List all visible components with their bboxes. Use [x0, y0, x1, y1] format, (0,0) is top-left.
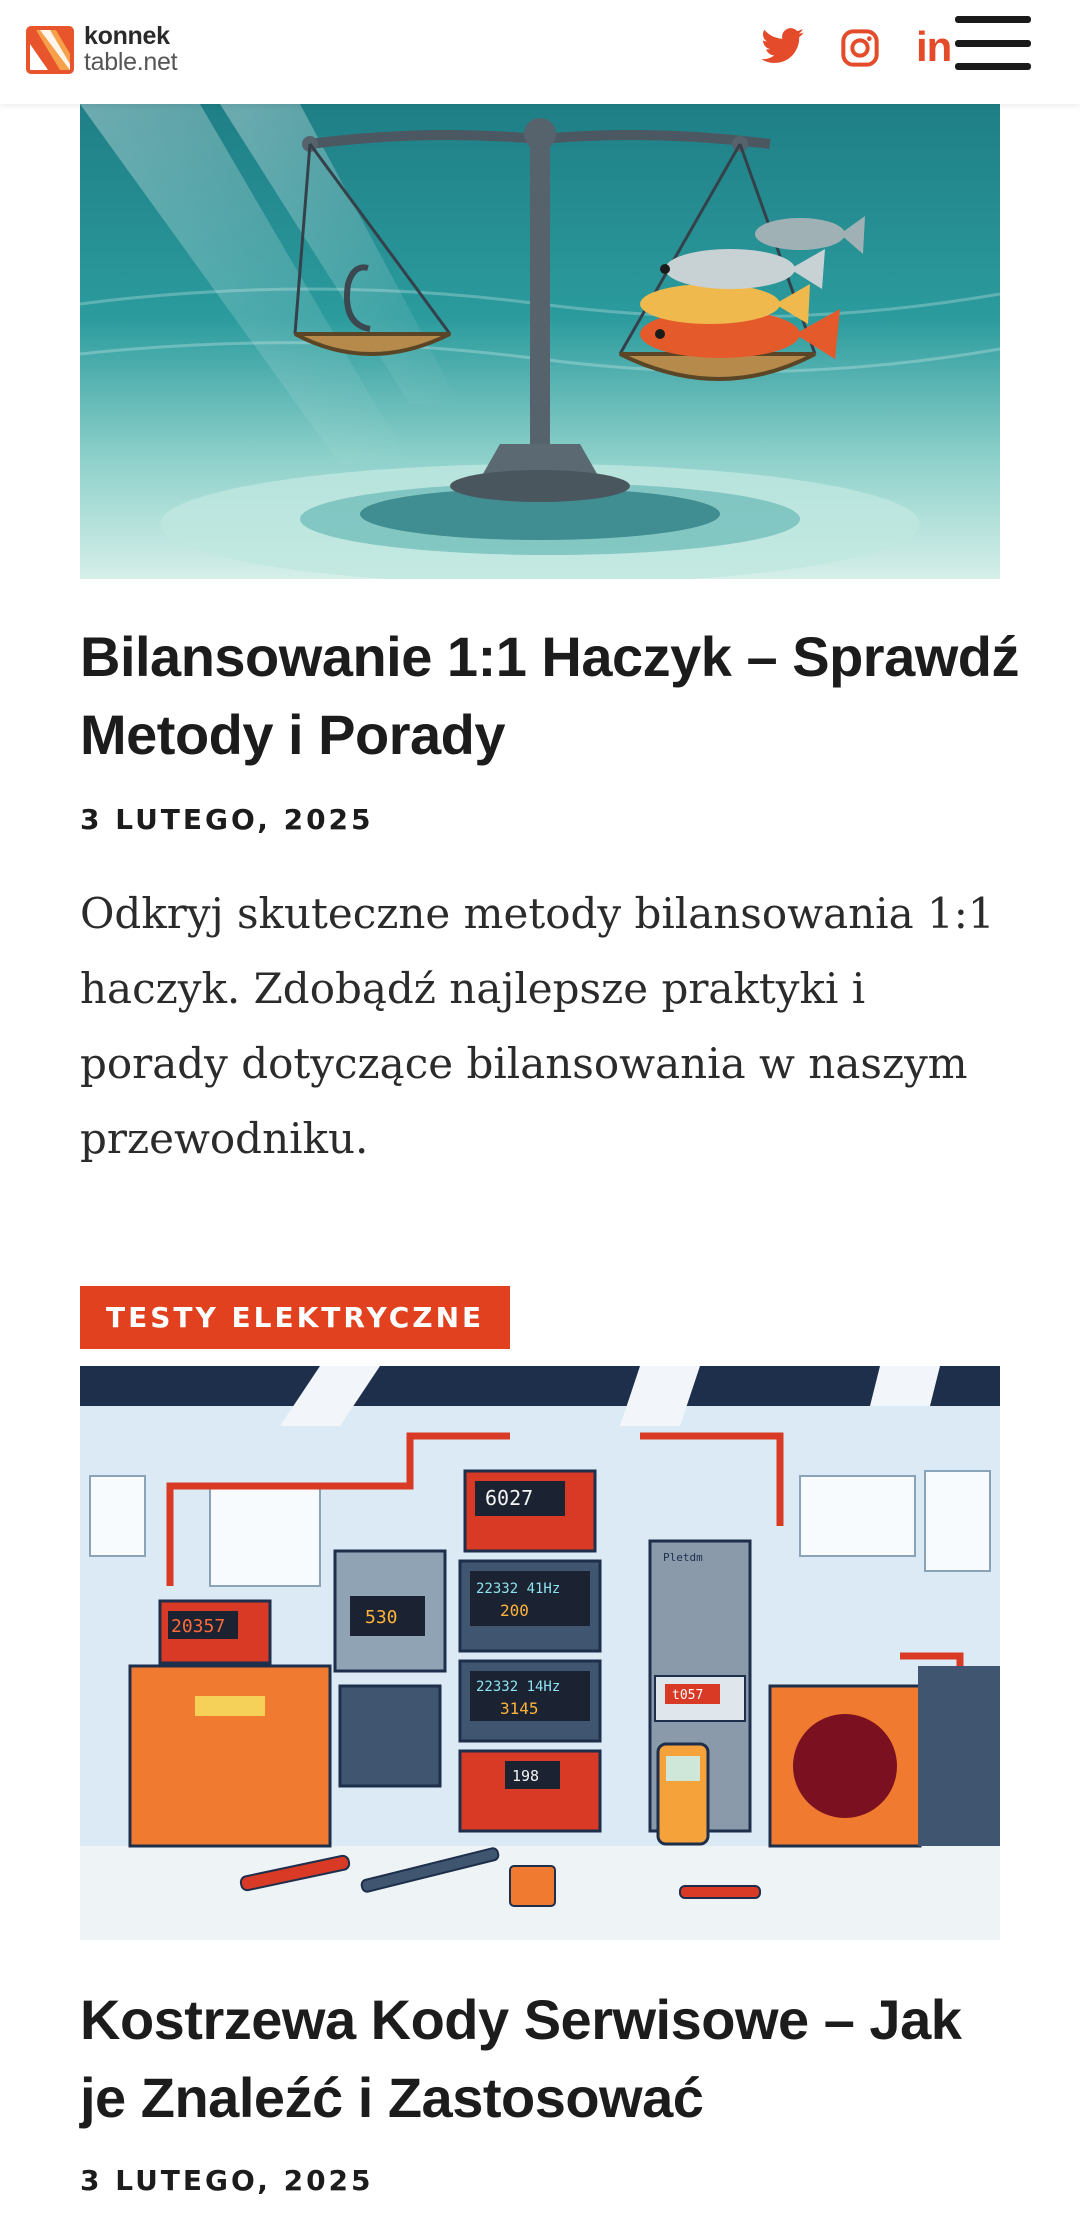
- device-display-6027: 6027: [485, 1486, 534, 1510]
- device-display-198: 198: [512, 1767, 540, 1785]
- twitter-icon[interactable]: [761, 28, 805, 64]
- device-display-3145: 3145: [500, 1699, 539, 1718]
- logo-text-secondary: table.net: [84, 48, 178, 76]
- category-badge[interactable]: TESTY ELEKTRYCZNE: [80, 1286, 510, 1349]
- article-image-balance-scale[interactable]: [80, 104, 1000, 579]
- article-excerpt: Odkryj skuteczne metody bilansowania 1:1 haczyk. Zdobądź najlepsze praktyki i porady dotyczące bilansowania w naszym przewodniku.: [80, 889, 995, 1163]
- article-title[interactable]: Bilansowanie 1:1 Haczyk – Sprawdź Metody i Porady: [80, 625, 1019, 766]
- device-display-t057: t057: [672, 1688, 704, 1703]
- device-display-530: 530: [365, 1607, 398, 1628]
- instagram-icon[interactable]: [840, 28, 880, 68]
- device-display-22332-41hz: 22332 41Hz: [476, 1581, 561, 1597]
- site-logo[interactable]: [26, 24, 177, 75]
- device-display-22332-14hz: 22332 14Hz: [476, 1679, 561, 1695]
- device-tower-label: Pletdm: [663, 1551, 703, 1564]
- logo-text-primary: konnek: [84, 22, 170, 50]
- hamburger-menu-icon[interactable]: [955, 16, 1031, 70]
- article-title[interactable]: Kostrzewa Kody Serwisowe – Jak je Znaleźć i Zastosować: [80, 1988, 962, 2129]
- article-image-electrical-lab[interactable]: [80, 1366, 1000, 1940]
- logo-icon: [26, 26, 74, 74]
- site-header: [0, 0, 1080, 104]
- linkedin-icon[interactable]: in: [916, 23, 952, 70]
- article-date: 3 LUTEGO, 2025: [80, 2164, 374, 2197]
- article-date: 3 LUTEGO, 2025: [80, 803, 374, 836]
- device-display-200: 200: [500, 1601, 529, 1620]
- device-display-20357: 20357: [171, 1616, 226, 1637]
